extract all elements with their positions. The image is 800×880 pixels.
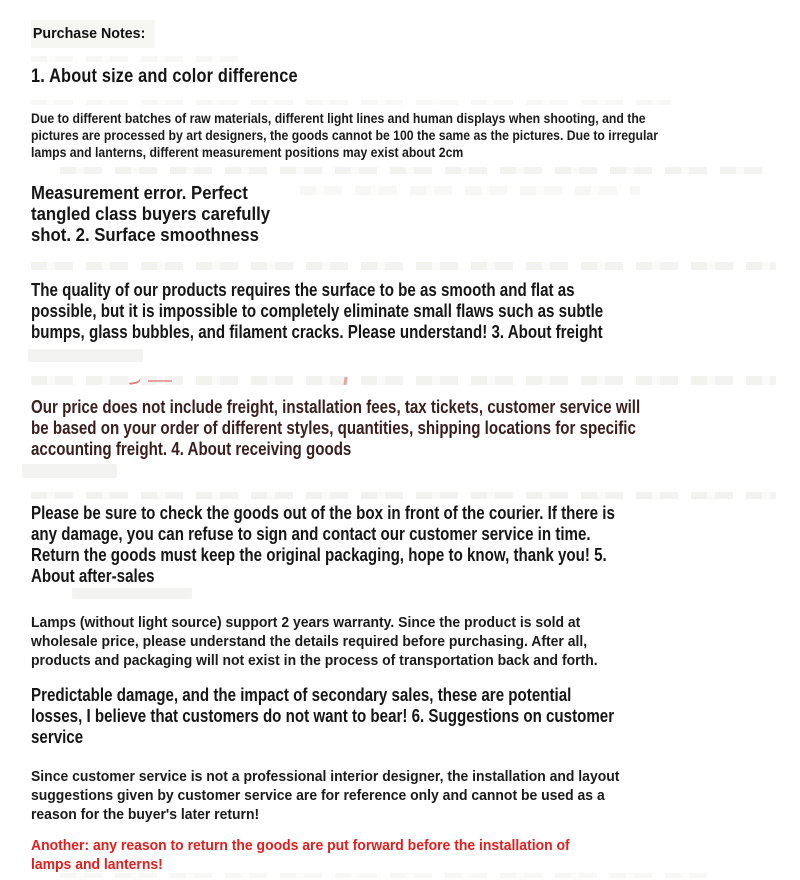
paragraph-line: wholesale price, please understand the details required before purchasing. After all,	[31, 633, 588, 650]
paragraph-line: About after-sales	[31, 566, 155, 586]
ghost-text-artifact	[31, 492, 776, 499]
paragraph-line: be based on your order of different styles, quantities, shipping locations for specific	[31, 418, 636, 438]
paragraph-line: accounting freight. 4. About receiving goods	[31, 439, 352, 459]
red-scribble-artifact	[148, 380, 172, 382]
paragraph-line: any damage, you can refuse to sign and contact our customer service in time.	[31, 524, 591, 544]
paragraph-receiving-goods	[31, 503, 615, 587]
paragraph-secondary-damage	[31, 685, 614, 748]
paragraph-line: possible, but it is impossible to completely eliminate small flaws such as subtle	[31, 301, 604, 321]
ghost-text-artifact	[31, 100, 671, 105]
paragraph-customer-service	[31, 767, 619, 824]
paragraph-line: Lamps (without light source) support 2 years warranty. Since the product is sold at	[31, 614, 581, 631]
heading-size-color-text: 1. About size and color difference	[31, 66, 298, 87]
paragraph-line: pictures are processed by art designers, the goods cannot be 100 the same as the pictures. Due to irregular	[31, 127, 659, 143]
paragraph-line: Please be sure to check the goods out of the box in front of the courier. If there is	[31, 503, 615, 523]
paragraph-line: Due to different batches of raw materials, different light lines and human displays when shooting, and the	[31, 110, 646, 126]
paragraph-line: losses, I believe that customers do not want to bear! 6. Suggestions on customer	[31, 706, 615, 726]
paragraph-line: Predictable damage, and the impact of secondary sales, these are potential	[31, 685, 572, 705]
paragraph-line: Since customer service is not a professional interior designer, the installation and layout	[31, 768, 620, 785]
warning-line: lamps and lanterns!	[31, 856, 163, 873]
ghost-text-artifact	[28, 349, 143, 362]
paragraph-line: lamps and lanterns, different measurement positions may exist about 2cm	[31, 144, 464, 160]
paragraph-line: tangled class buyers carefully	[31, 204, 271, 224]
ghost-text-artifact	[60, 167, 775, 174]
paragraph-line: products and packaging will not exist in the process of transportation back and forth.	[31, 652, 598, 669]
ghost-text-artifact	[72, 588, 192, 599]
ghost-text-artifact	[300, 186, 640, 195]
warning-line: Another: any reason to return the goods are put forward before the installation of	[31, 837, 570, 854]
paragraph-surface-quality	[31, 280, 603, 343]
paragraph-line: reason for the buyer's later return!	[31, 806, 260, 823]
paragraph-line: Measurement error. Perfect	[31, 183, 248, 203]
heading-size-color-difference	[31, 66, 298, 88]
paragraph-size-color	[31, 110, 658, 161]
purchase-notes-label	[31, 20, 155, 48]
paragraph-line: Our price does not include freight, installation fees, tax tickets, customer service will	[31, 397, 641, 417]
ghost-text-artifact	[31, 262, 776, 270]
purchase-notes-label-text: Purchase Notes:	[32, 25, 146, 42]
paragraph-after-sales	[31, 613, 598, 670]
paragraph-line: service	[31, 727, 84, 747]
paragraph-line: suggestions given by customer service are for reference only and cannot be used as a	[31, 787, 605, 804]
paragraph-line: shot. 2. Surface smoothness	[31, 225, 259, 245]
paragraph-line: The quality of our products requires the surface to be as smooth and flat as	[31, 280, 575, 300]
warning-note-red	[31, 836, 570, 874]
paragraph-line: Return the goods must keep the original packaging, hope to know, thank you! 5.	[31, 545, 607, 565]
ghost-text-artifact	[31, 376, 776, 385]
ghost-text-artifact	[22, 464, 117, 478]
heading-surface-smoothness	[31, 183, 270, 246]
ghost-text-artifact	[31, 56, 241, 62]
paragraph-line: bumps, glass bubbles, and filament cracks. Please understand! 3. About freight	[31, 322, 603, 342]
paragraph-freight	[31, 397, 640, 460]
